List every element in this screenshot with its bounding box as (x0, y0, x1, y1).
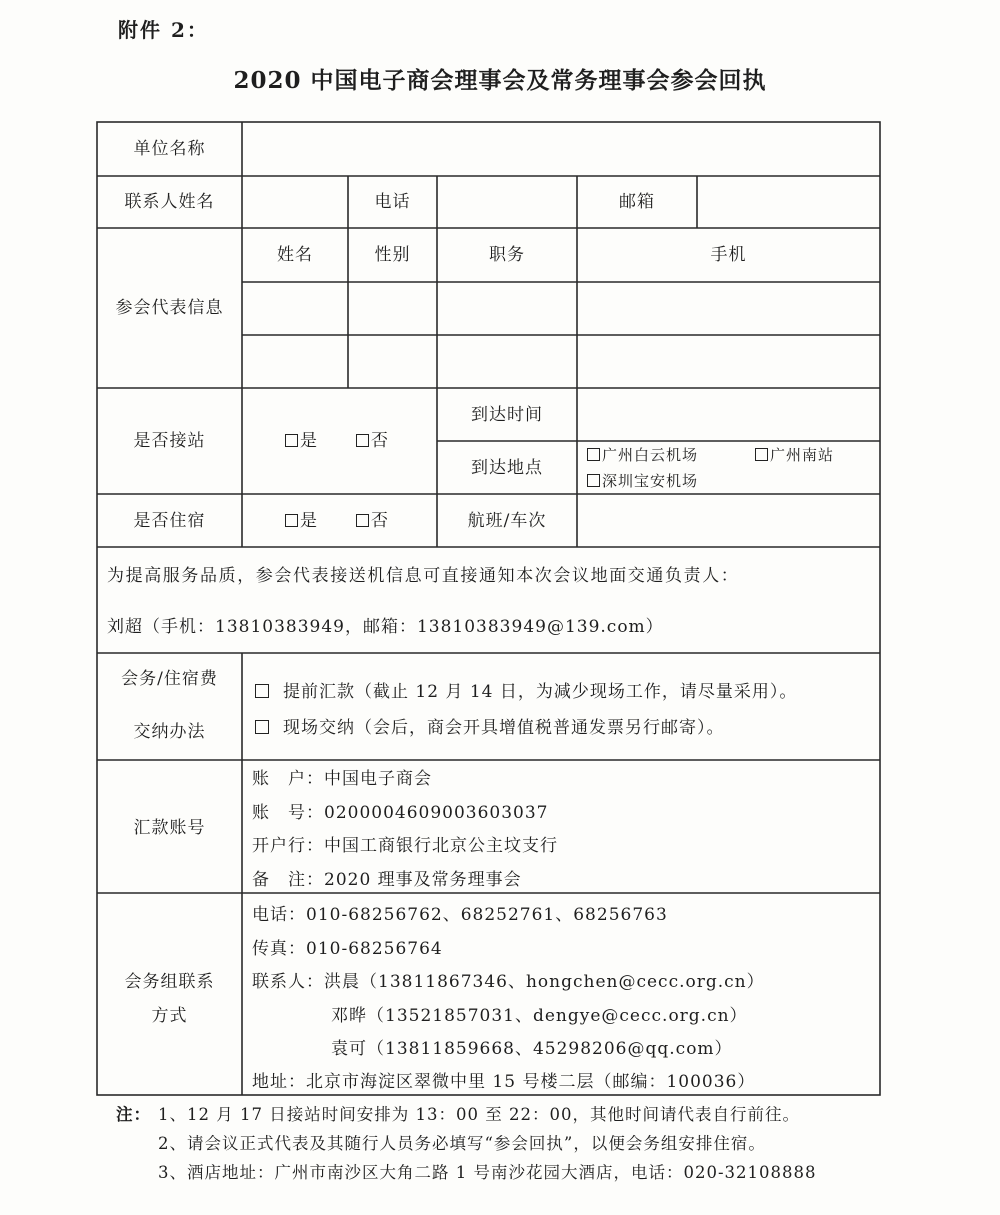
pickup-yes-label: 是 (300, 431, 318, 451)
remit-account-number: 账 号：0200004609003603037 (252, 803, 549, 823)
email-field[interactable] (698, 177, 879, 227)
remit-remark: 备 注：2020 理事及常务理事会 (252, 870, 522, 890)
checkbox-icon (587, 448, 600, 461)
rep-info-label: 参会代表信息 (115, 298, 224, 318)
contact-person-2: 邓晔（13521857031、dengye@cecc.org.cn） (331, 1006, 748, 1026)
contact-label-1: 会务组联系 (124, 972, 215, 992)
phone-field[interactable] (438, 177, 576, 227)
fee-option-onsite-label: 现场交纳（会后，商会开具增值税普通发票另行邮寄）。 (283, 718, 725, 738)
checkbox-icon (755, 448, 768, 461)
place-option-baoan[interactable] (587, 474, 698, 489)
fee-label-1: 会务/住宿费 (121, 669, 218, 689)
contact-fax: 传真：010-68256764 (252, 939, 443, 959)
place-label-nanzhan: 广州南站 (770, 446, 835, 464)
note-line-1: 1、12 月 17 日接站时间安排为 13：00 至 22：00，其他时间请代表自行前往。 (158, 1105, 800, 1124)
flight-field[interactable] (578, 495, 879, 546)
place-label-baoan: 深圳宝安机场 (602, 472, 699, 490)
note-line-3: 3、酒店地址：广州市南沙区大角二路 1 号南沙花园大酒店，电话：020-32108888 (158, 1163, 817, 1182)
lodging-yes-label: 是 (300, 511, 318, 531)
rep-col-mobile: 手机 (710, 245, 747, 265)
fee-option-prepay-label: 提前汇款（截止 12 月 14 日，为减少现场工作，请尽量采用）。 (283, 682, 798, 702)
checkbox-icon (255, 684, 269, 698)
rep-col-title: 职务 (489, 245, 525, 265)
fee-option-prepay[interactable] (255, 684, 797, 701)
remit-bank: 开户行：中国工商银行北京公主坟支行 (252, 836, 558, 856)
contact-address: 地址：北京市海淀区翠微中里 15 号楼二层（邮编：100036） (252, 1072, 756, 1092)
lodging-yes-option[interactable] (285, 513, 318, 530)
notice-line-2: 刘超（手机：13810383949，邮箱：13810383949@139.com） (107, 617, 664, 637)
arrival-time-label: 到达时间 (471, 405, 543, 425)
contact-person-1: 联系人：洪晨（13811867346、hongchen@cecc.org.cn） (252, 972, 765, 992)
pickup-no-option[interactable] (356, 433, 389, 450)
phone-label: 电话 (374, 192, 411, 212)
pickup-no-label: 否 (371, 431, 389, 451)
page-title: 2020 中国电子商会理事会及常务理事会参会回执 (233, 67, 767, 94)
fee-option-onsite[interactable] (255, 720, 725, 737)
place-option-baiyun[interactable] (587, 448, 698, 463)
email-label: 邮箱 (619, 192, 655, 212)
contact-name-field[interactable] (243, 177, 347, 227)
remit-account-name: 账 户：中国电子商会 (252, 769, 432, 789)
checkbox-icon (285, 434, 298, 447)
arrival-place-label: 到达地点 (471, 458, 543, 478)
contact-phone: 电话：010-68256762、68252761、68256763 (252, 905, 668, 925)
checkbox-icon (356, 514, 369, 527)
rep-row-2[interactable] (243, 336, 879, 387)
checkbox-icon (356, 434, 369, 447)
contact-label-2: 方式 (151, 1006, 188, 1026)
checkbox-icon (255, 720, 269, 734)
arrival-time-field[interactable] (578, 389, 879, 440)
contact-person-3: 袁可（13811859668、45298206@qq.com） (331, 1039, 733, 1059)
checkbox-icon (587, 474, 600, 487)
lodging-no-label: 否 (371, 511, 389, 531)
lodging-label: 是否住宿 (133, 511, 206, 531)
unit-name-label: 单位名称 (133, 139, 206, 159)
remit-label: 汇款账号 (133, 818, 206, 838)
place-label-baiyun: 广州白云机场 (602, 446, 699, 464)
unit-name-field[interactable] (243, 123, 879, 175)
lodging-no-option[interactable] (356, 513, 389, 530)
attachment-label: 附件 2： (118, 18, 209, 42)
note-line-2: 2、请会议正式代表及其随行人员务必填写“参会回执”，以便会务组安排住宿。 (158, 1134, 766, 1153)
rep-row-1[interactable] (243, 283, 879, 334)
rep-col-gender: 性别 (374, 245, 411, 265)
rep-col-name: 姓名 (277, 245, 313, 265)
pickup-label: 是否接站 (133, 431, 206, 451)
fee-label-2: 交纳办法 (133, 722, 206, 742)
contact-name-label: 联系人姓名 (124, 192, 215, 212)
checkbox-icon (285, 514, 298, 527)
notice-line-1: 为提高服务品质，参会代表接送机信息可直接通知本次会议地面交通负责人： (107, 566, 740, 586)
flight-label: 航班/车次 (467, 511, 547, 531)
notes-prefix: 注： (116, 1105, 151, 1124)
pickup-yes-option[interactable] (285, 433, 318, 450)
place-option-nanzhan[interactable] (755, 448, 834, 463)
